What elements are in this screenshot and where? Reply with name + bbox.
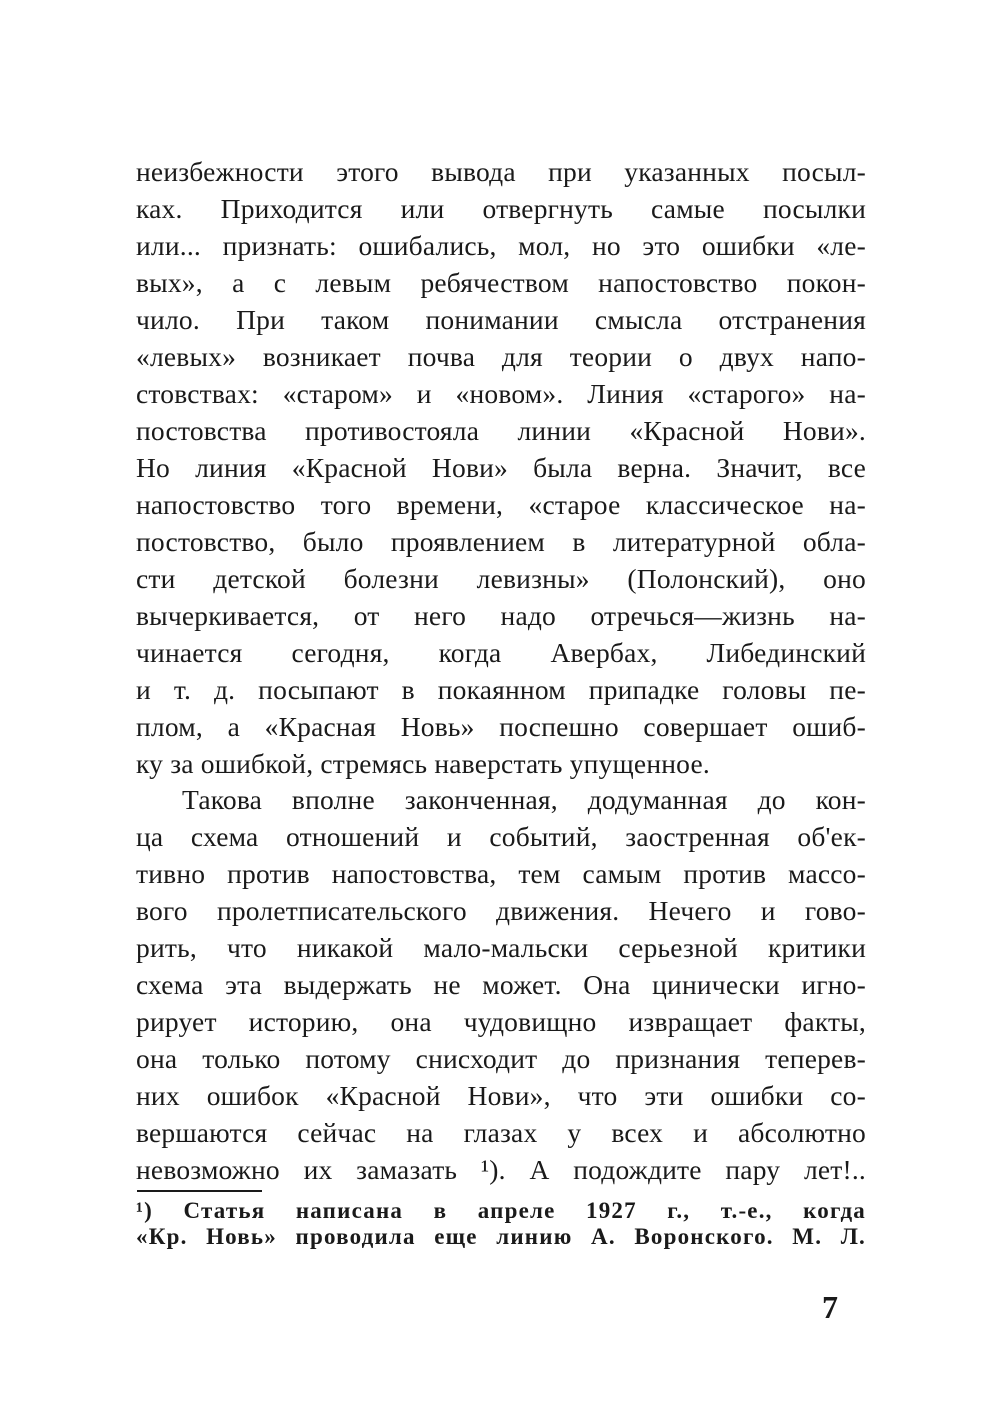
text-line: Но линия «Красной Нови» была верна. Значит, все (136, 452, 866, 483)
text-line: вершаются сейчас на глазах у всех и абсолютно (136, 1117, 866, 1148)
text-line: чило. При таком понимании смысла отстранения (136, 304, 866, 335)
text-line: рирует историю, она чудовищно извращает факты, (136, 1006, 866, 1037)
text-line: вого пролетписательского движения. Нечего и гово- (136, 895, 866, 926)
footnote-line: «Кр. Новь» проводила еще линию А. Воронского. М. Л. (136, 1224, 866, 1249)
text-line: невозможно их замазать ¹). А подождите пару лет!.. (136, 1154, 866, 1185)
text-line: напостовство того времени, «старое классическое на- (136, 489, 866, 520)
text-line: она только потому снисходит до признания теперев- (136, 1043, 866, 1074)
text-line: постовства противостояла линии «Красной Нови». (136, 415, 866, 446)
text-line: них ошибок «Красной Нови», что эти ошибки со- (136, 1080, 866, 1111)
text-line: и т. д. посыпают в покаянном припадке головы пе- (136, 674, 866, 705)
text-line: «левых» возникает почва для теории о двух напо- (136, 341, 866, 372)
text-line: сти детской болезни левизны» (Полонский), оно (136, 563, 866, 594)
footnote-separator (137, 1190, 262, 1192)
page-number: 7 (822, 1289, 838, 1325)
text-line: рить, что никакой мало-мальски серьезной критики (136, 932, 866, 963)
text-line: ку за ошибкой, стремясь наверстать упущенное. (136, 748, 710, 779)
text-line: схема эта выдержать не может. Она цинически игно- (136, 969, 866, 1000)
text-line: постовство, было проявлением в литературной обла- (136, 526, 866, 557)
text-line: ках. Приходится или отвергнуть самые посылки (136, 193, 866, 224)
text-line: плом, а «Красная Новь» поспешно совершает ошиб- (136, 711, 866, 742)
text-line: ца схема отношений и событий, заостренная об'ек- (136, 821, 866, 852)
text-line: вычеркивается, от него надо отречься—жизнь на- (136, 600, 866, 631)
text-line: или... признать: ошибались, мол, но это ошибки «ле- (136, 230, 866, 261)
text-line: стовствах: «старом» и «новом». Линия «старого» на- (136, 378, 866, 409)
text-line: вых», а с левым ребячеством напостовство покон- (136, 267, 866, 298)
text-line: чинается сегодня, когда Авербах, Либединский (136, 637, 866, 668)
footnote-line: ¹) Статья написана в апреле 1927 г., т.-е., когда (136, 1198, 866, 1223)
text-line: неизбежности этого вывода при указанных посыл- (136, 156, 866, 187)
text-line: тивно против напостовства, тем самым против массо- (136, 858, 866, 889)
text-line: Такова вполне законченная, додуманная до кон- (182, 784, 866, 815)
